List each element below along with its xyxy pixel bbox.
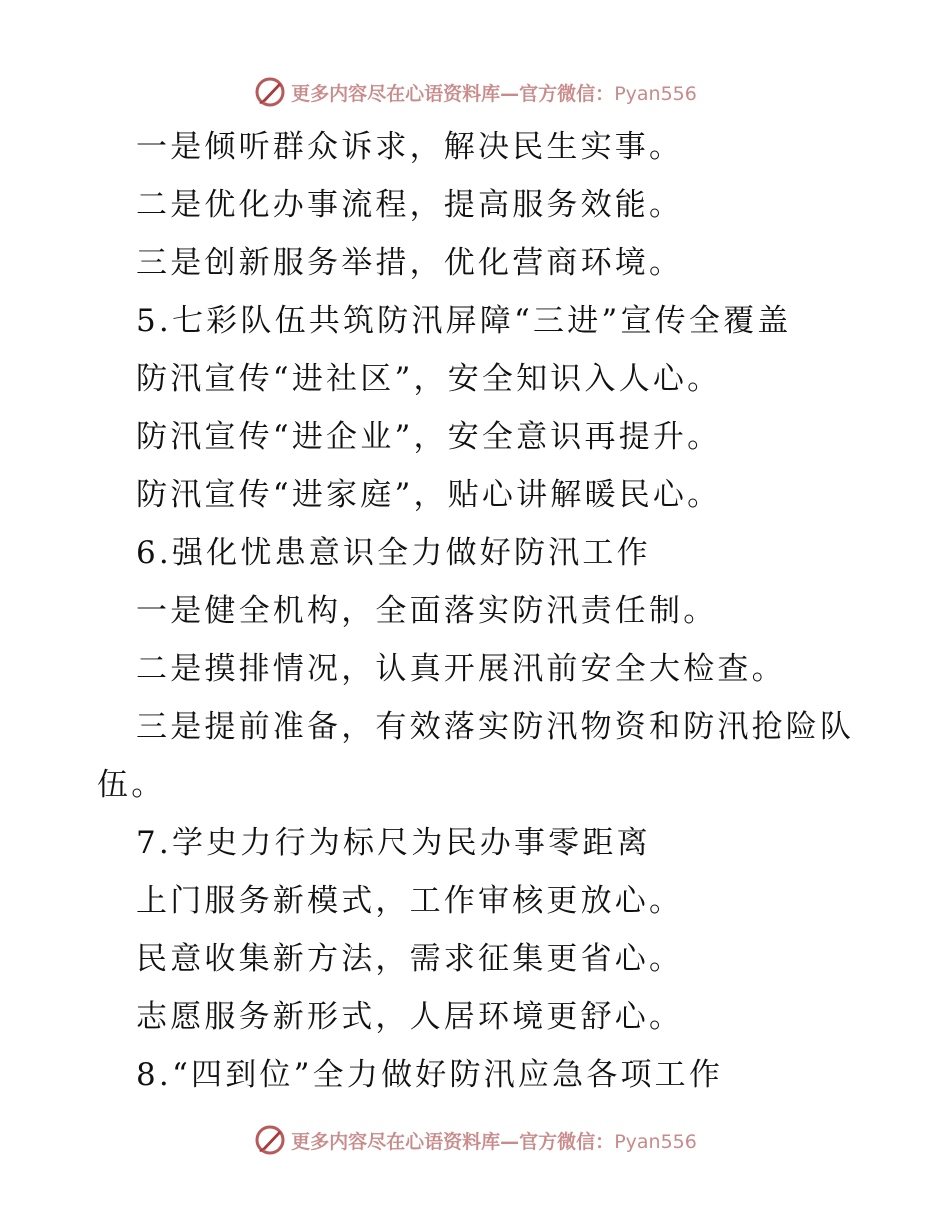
section-heading: 5.七彩队伍共筑防汛屏障“三进”宣传全覆盖: [136, 303, 792, 339]
quill-logo-icon: [253, 75, 287, 109]
watermark-wechat-label: 官方微信：: [519, 1130, 615, 1153]
text-line: 防汛宣传“进家庭”，贴心讲解暖民心。: [136, 477, 722, 513]
watermark-wechat-id: Pyan556: [614, 1130, 697, 1153]
watermark-brand: 更多内容尽在心语资料库: [291, 82, 501, 105]
text-line: 上门服务新模式，工作审核更放心。: [136, 883, 684, 919]
text-line: 三是提前准备，有效落实防汛物资和防汛抢险队: [136, 709, 855, 745]
header-watermark: [0, 72, 950, 112]
footer-watermark: [0, 1120, 950, 1160]
section-heading: 6.强化忧患意识全力做好防汛工作: [136, 535, 651, 571]
text-line: 一是倾听群众诉求，解决民生实事。: [136, 129, 684, 165]
watermark-text: [291, 1127, 697, 1154]
watermark-wechat-label: 官方微信：: [519, 82, 615, 105]
text-line: 二是摸排情况，认真开展汛前安全大检查。: [136, 651, 786, 687]
section-heading: 7.学史力行为标尺为民办事零距离: [136, 825, 651, 861]
watermark-dash: —: [500, 1130, 520, 1153]
text-line: 防汛宣传“进社区”，安全知识入人心。: [136, 361, 722, 397]
document-body: [0, 118, 950, 1104]
text-line-continuation: 伍。: [97, 767, 166, 803]
watermark-dash: —: [500, 82, 520, 105]
section-heading: 8.“四到位”全力做好防汛应急各项工作: [136, 1057, 724, 1093]
quill-logo-icon: [253, 1123, 287, 1157]
text-line: 防汛宣传“进企业”，安全意识再提升。: [136, 419, 722, 455]
text-line: 志愿服务新形式，人居环境更舒心。: [136, 999, 684, 1035]
text-line: 二是优化办事流程，提高服务效能。: [136, 187, 684, 223]
text-line: 三是创新服务举措，优化营商环境。: [136, 245, 684, 281]
watermark-brand: 更多内容尽在心语资料库: [291, 1130, 501, 1153]
watermark-wechat-id: Pyan556: [614, 82, 697, 105]
text-line: 民意收集新方法，需求征集更省心。: [136, 941, 684, 977]
text-line: 一是健全机构，全面落实防汛责任制。: [136, 593, 718, 629]
watermark-text: [291, 79, 697, 106]
